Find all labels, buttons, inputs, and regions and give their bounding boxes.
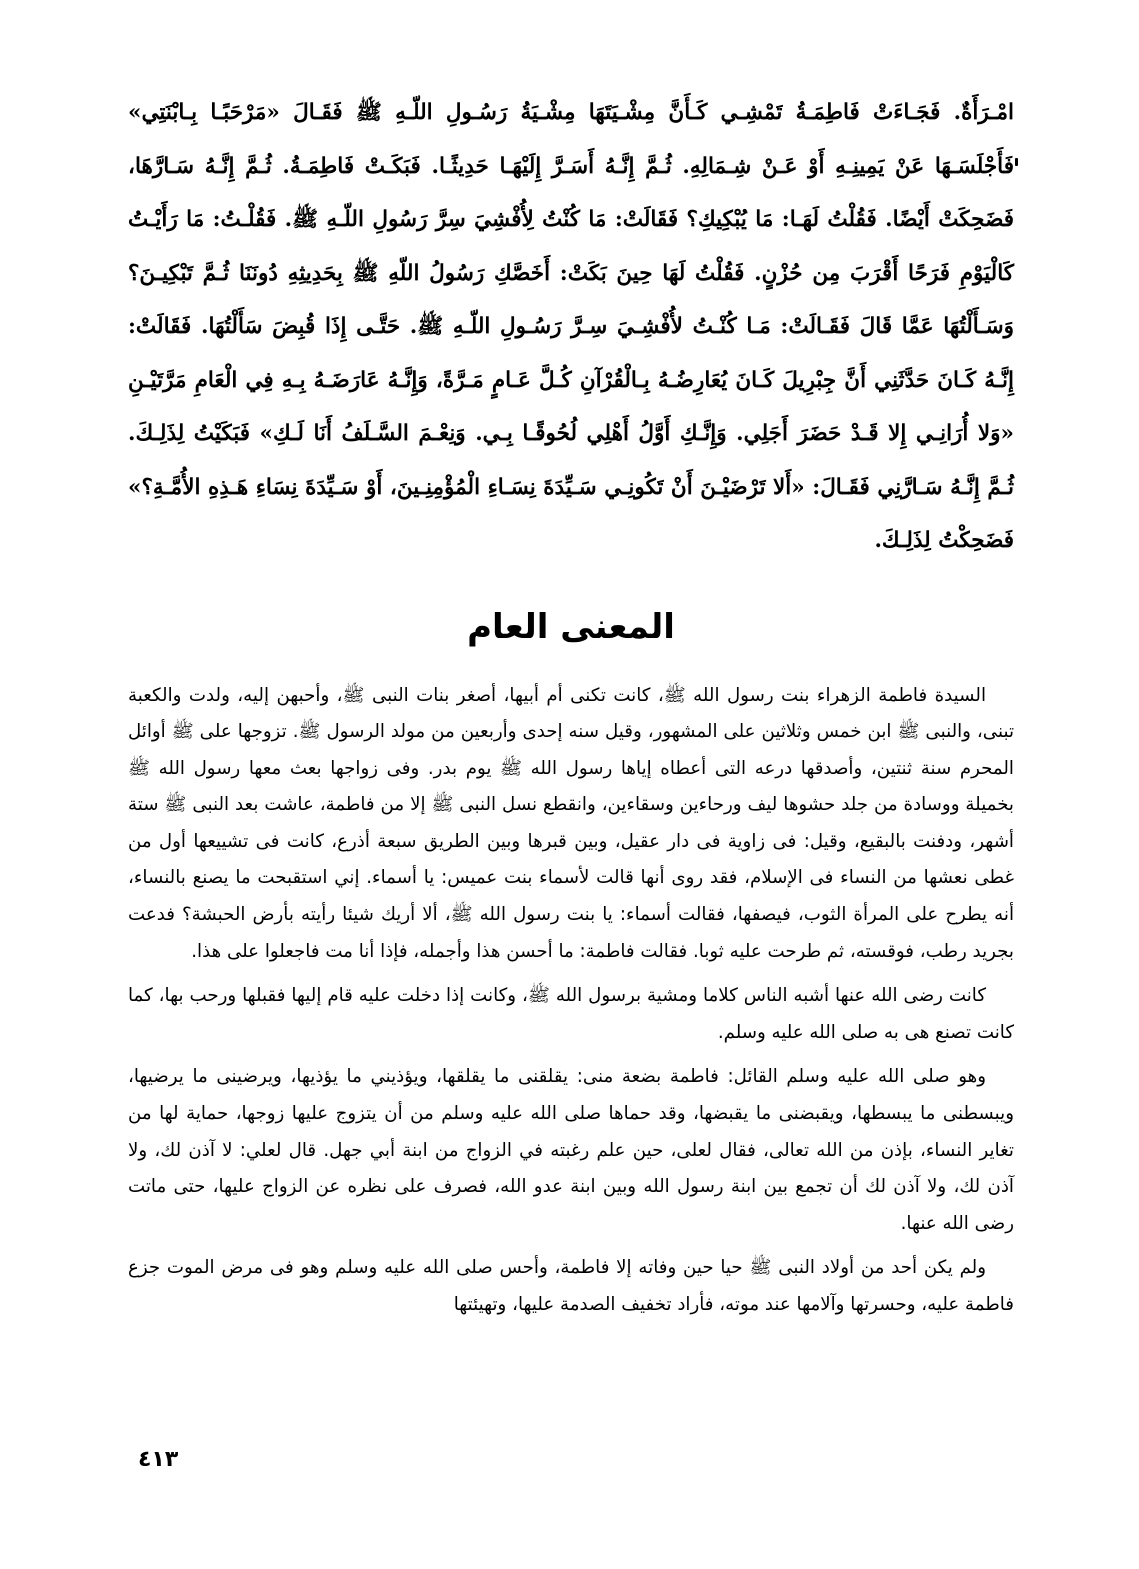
body-paragraph: وهو صلى الله عليه وسلم القائل: فاطمة بضعة منى: يقلقنى ما يقلقها، ويؤذيني ما يؤذيها، ويرضينى ما يرضيها، ويبسطنى ما يبسطها، ويقبضنى ما يقبضها، وقد حماها صلى الله عليه وسلم من أن يتزوج عليها زوجها، حماية لها من تغاير النساء، بإذن من الله تعالى، فقال لعلى، حين علم رغبته في الزواج من ابنة أبي جهل. قال لعلي: لا آذن لك، ولا آذن لك، ولا آذن لك أن تجمع بين ابنة رسول الله وبين ابنة عدو الله، فصرف على نظره عن الزواج عليها، حتى ماتت رضى الله عنها. <box>128 1066 1014 1234</box>
section-title: المعنى العام <box>467 606 675 647</box>
book-page <box>128 86 1014 1332</box>
hadith-quote-block <box>128 86 1014 568</box>
scan-artifact-mark <box>1015 158 1018 166</box>
body-paragraph: ولم يكن أحد من أولاد النبى ﷺ حيا حين وفاته إلا فاطمة، وأحس صلى الله عليه وسلم وهو فى مرض الموت جزع فاطمة عليه، وحسرتها وآلامها عند موته، فأراد تخفيف الصدمة عليها، وتهيئتها <box>128 1257 1014 1315</box>
hadith-quote-paragraph: امْـرَأَةٌ. فَجَـاءَتْ فَاطِمَـةُ تَمْشِـي كَـأَنَّ مِشْـيَتَهَا مِشْـيَةُ رَسُـولِ اللّـهِ ﷺ فَقَـالَ «مَرْحَبًـا بِـابْنَتِي» فَأَجْلَسَـهَا عَنْ يَمِينِـهِ أَوْ عَـنْ شِـمَالِهِ. ثُـمَّ إِنَّـهُ أَسَـرَّ إِلَيْهَـا حَدِيثًـا. فَبَكَـتْ فَاطِمَـةُ. ثُـمَّ إِنَّـهُ سَـارَّهَا، فَضَحِكَتْ أَيْضًا. فَقُلْتُ لَهَـا: مَا يُبْكِيكِ؟ فَقَالَتْ: مَا كُنْتُ لِأُفْشِيَ سِرَّ رَسُولِ اللّـهِ ﷺ. فَقُلْـتُ: مَا رَأَيْـتُ كَالْيَوْمِ فَرَحًا أَقْرَبَ مِن حُزْنٍ. فَقُلْتُ لَهَا حِينَ بَكَتْ: أَخَصَّكِ رَسُولُ اللّهِ ﷺ بِحَدِيثِهِ دُونَنَا ثُـمَّ تَبْكِيـنَ؟ وَسَـأَلْتُهَا عَمَّا قَالَ فَقَـالَتْ: مَـا كُنْـتُ لأُفْشِـيَ سِـرَّ رَسُـولِ اللّـهِ ﷺ. حَتَّـى إِذَا قُبِضَ سَأَلْتُهَا. فَقَالَتْ: إِنَّـهُ كَـانَ حَدَّثَنِي أَنَّ جِبْرِيلَ كَـانَ يُعَارِضُـهُ بِـالْقُرْآنِ كُـلَّ عَـامٍ مَـرَّةً، وَإِنَّـهُ عَارَضَـهُ بِـهِ فِي الْعَامِ مَرَّتَيْـنِ «وَلا أُرَانِـي إِلا قَـدْ حَضَرَ أَجَلِي. وَإِنَّـكِ أَوَّلُ أَهْلِي لُحُوقًـا بِـي. وَنِعْـمَ السَّـلَفُ أَنَا لَـكِ» فَبَكَيْتُ لِذَلِـكَ. ثُـمَّ إِنَّـهُ سَـارَّنِي فَقَـالَ: «أَلا تَرْضَيْـنَ أَنْ تَكُونِـي سَـيِّدَةَ نِسَـاءِ الْمُؤْمِنِـينَ، أَوْ سَـيِّدَةَ نِسَاءِ هَـذِهِ الأُمَّـةِ؟» فَضَحِكْتُ لِذَلِـكَ. <box>128 100 1014 553</box>
body-paragraph: السيدة فاطمة الزهراء بنت رسول الله ﷺ، كانت تكنى أم أبيها، أصغر بنات النبى ﷺ، وأحبهن إليه، ولدت والكعبة تبنى، والنبى ﷺ ابن خمس وثلاثين على المشهور، وقيل سنه إحدى وأربعين من مولد الرسول ﷺ. تزوجها على ﷺ أوائل المحرم سنة ثنتين، وأصدقها درعه التى أعطاه إياها رسول الله ﷺ يوم بدر. وفى زواجها بعث معها رسول الله ﷺ بخميلة ووسادة من جلد حشوها ليف ورحاءين وسقاءين، وانقطع نسل النبى ﷺ إلا من فاطمة، عاشت بعد النبى ﷺ ستة أشهر، ودفنت بالبقيع، وقيل: فى زاوية فى دار عقيل، وبين قبرها وبين الطريق سبعة أذرع، كانت فى تشييعها أول من غطى نعشها من النساء فى الإسلام، فقد روى أنها قالت لأسماء بنت عميس: يا أسماء. إني استقبحت ما يصنع بالنساء، أنه يطرح على المرأة الثوب، فيصفها، فقالت أسماء: يا بنت رسول الله ﷺ، ألا أريك شيئا رأيته بأرض الحبشة؟ فدعت بجريد رطب، فوقسته، ثم طرحت عليه ثوبا. فقالت فاطمة: ما أحسن هذا وأجمله، فإذا أنا مت فاجعلوا على هذا. <box>128 684 1014 962</box>
body-paragraph: كانت رضى الله عنها أشبه الناس كلاما ومشية برسول الله ﷺ، وكانت إذا دخلت عليه قام إليها فقبلها ورحب بها، كما كانت تصنع هى به صلى الله عليه وسلم. <box>128 985 1014 1043</box>
body-text-block <box>128 678 1014 1324</box>
page-number: ٤١٣ <box>138 1447 179 1472</box>
